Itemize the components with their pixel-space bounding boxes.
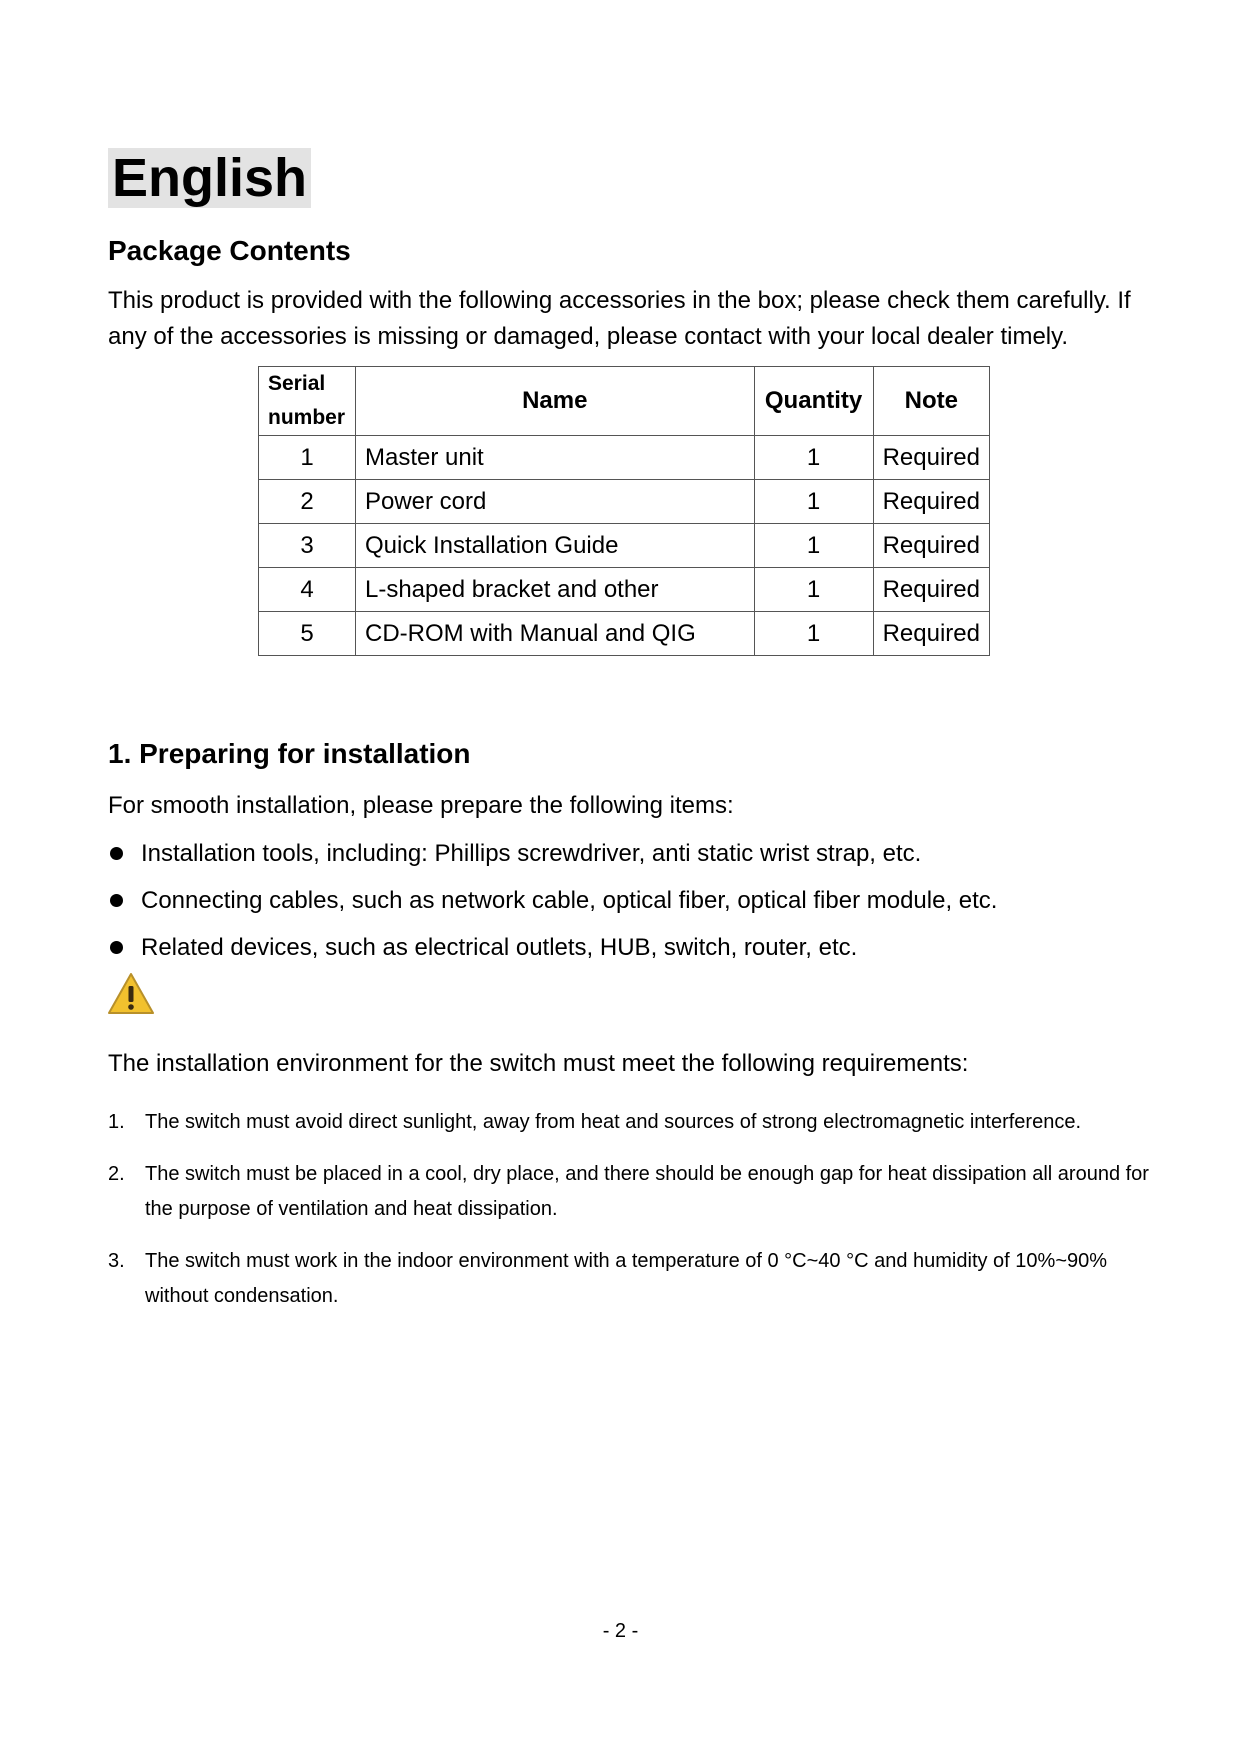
list-item	[108, 877, 997, 924]
table-row	[259, 436, 990, 480]
cell-note: Required	[873, 480, 989, 524]
cell-note: Required	[873, 524, 989, 568]
list-item	[108, 1244, 1158, 1314]
preparing-intro: For smooth installation, please prepare the following items:	[108, 792, 734, 819]
table-header-row	[259, 367, 990, 436]
header-note: Note	[873, 367, 989, 436]
cell-quantity: 1	[754, 568, 873, 612]
list-item	[108, 1157, 1158, 1227]
table-row	[259, 524, 990, 568]
cell-quantity: 1	[754, 480, 873, 524]
table-row	[259, 480, 990, 524]
cell-serial: 3	[259, 524, 356, 568]
package-intro: This product is provided with the following accessories in the box; please check them carefully. If any of the accessories is missing or damaged, please contact with your local dealer timely.	[108, 287, 1131, 350]
list-item-text: The switch must work in the indoor environment with a temperature of 0 °C~40 °C and humidity of 10%~90% without condensation.	[145, 1250, 1108, 1307]
cell-name: CD-ROM with Manual and QIG	[355, 612, 754, 656]
cell-name: Power cord	[355, 480, 754, 524]
requirements-list	[108, 1105, 1158, 1331]
cell-serial: 1	[259, 436, 356, 480]
environment-intro: The installation environment for the switch must meet the following requirements:	[108, 1050, 969, 1077]
list-item-text: Related devices, such as electrical outlets, HUB, switch, router, etc.	[141, 934, 858, 961]
table-row	[259, 612, 990, 656]
cell-name: Master unit	[355, 436, 754, 480]
list-item	[108, 924, 997, 971]
list-item	[108, 1105, 1158, 1140]
list-item	[108, 830, 997, 877]
warning-triangle-icon	[107, 972, 155, 1016]
list-item-number: 3.	[108, 1250, 125, 1272]
page-number: - 2 -	[602, 1620, 639, 1642]
list-item-text: Connecting cables, such as network cable, optical fiber, optical fiber module, etc.	[141, 887, 998, 914]
header-serial-line2: number	[268, 406, 346, 429]
cell-serial: 2	[259, 480, 356, 524]
cell-name: Quick Installation Guide	[355, 524, 754, 568]
cell-name: L-shaped bracket and other	[355, 568, 754, 612]
package-contents-table	[258, 366, 990, 656]
header-serial-line1: Serial	[268, 372, 326, 395]
table-row	[259, 568, 990, 612]
cell-note: Required	[873, 436, 989, 480]
bullet-icon	[110, 894, 123, 907]
list-item-text: The switch must avoid direct sunlight, away from heat and sources of strong electromagnetic interference.	[145, 1111, 1082, 1133]
package-contents-heading: Package Contents	[108, 235, 351, 266]
header-name: Name	[355, 367, 754, 436]
cell-quantity: 1	[754, 436, 873, 480]
list-item-text: The switch must be placed in a cool, dry place, and there should be enough gap for heat dissipation all around for the purpose of ventilation and heat dissipation.	[145, 1163, 1149, 1220]
cell-note: Required	[873, 568, 989, 612]
list-item-number: 2.	[108, 1163, 125, 1185]
list-item-number: 1.	[108, 1111, 125, 1133]
bullet-icon	[110, 847, 123, 860]
header-serial-number	[259, 367, 356, 436]
cell-quantity: 1	[754, 612, 873, 656]
cell-serial: 5	[259, 612, 356, 656]
page-title: English	[108, 148, 311, 208]
cell-serial: 4	[259, 568, 356, 612]
cell-note: Required	[873, 612, 989, 656]
preparing-heading: 1. Preparing for installation	[108, 738, 471, 769]
bullet-icon	[110, 941, 123, 954]
header-quantity: Quantity	[754, 367, 873, 436]
cell-quantity: 1	[754, 524, 873, 568]
list-item-text: Installation tools, including: Phillips screwdriver, anti static wrist strap, etc.	[141, 840, 922, 867]
preparation-list	[108, 830, 997, 971]
